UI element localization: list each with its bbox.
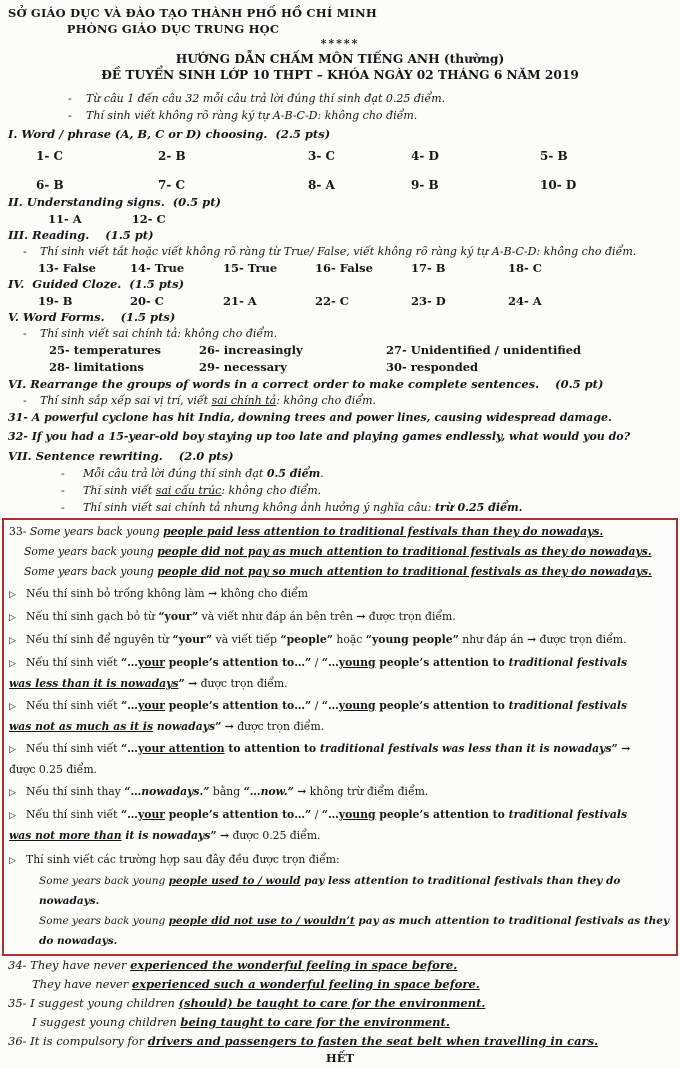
rule-text: Thí sinh viết các trường hợp sau đây đều được trọn điểm:: [26, 853, 340, 866]
rule-text: Nếu thí sinh viết “…your people’s attention to…” / “…young people’s attention to traditional festivals was not as much as it is nowadays” → được trọn điểm.: [9, 699, 628, 733]
answer-cell: 10- D: [540, 178, 577, 192]
dash-bullet-icon: -: [23, 327, 27, 340]
answer-34-alt: They have never experienced such a wonderful feeling in space before.: [32, 977, 480, 991]
dash-bullet-icon: -: [68, 92, 72, 105]
dash-bullet-icon: -: [61, 484, 65, 497]
answer-cell: 1- C: [36, 149, 64, 163]
answer-cell: 5- B: [540, 149, 568, 163]
grading-rule: [9, 696, 672, 737]
answer-cell: 8- A: [308, 178, 335, 192]
rule-text: Nếu thí sinh thay “…nowadays.” bằng “…now.” → không trừ điểm điểm.: [26, 785, 429, 798]
section-2-heading: II. Understanding signs. (0.5 pt): [8, 195, 221, 209]
answers-row: [8, 211, 672, 227]
answer-cell: 14- True: [130, 261, 185, 275]
answer-cell: 28- limitations: [49, 360, 145, 374]
rule-text: Nếu thí sinh gạch bỏ từ “your” và viết như đáp án bên trên → được trọn điểm.: [26, 610, 456, 623]
grading-note: [8, 90, 672, 107]
dash-bullet-icon: -: [23, 394, 27, 407]
grading-rule: [9, 607, 672, 628]
department-line-1: SỞ GIÁO DỤC VÀ ĐÀO TẠO THÀNH PHỐ HỒ CHÍ MINH: [8, 6, 377, 20]
arrow-bullet-icon: ▷: [9, 702, 16, 712]
grading-note: [8, 107, 672, 124]
section-3-heading: III. Reading. (1.5 pt): [8, 228, 154, 242]
note-text: Thí sinh viết không rõ ràng ký tự A-B-C-D: không cho điểm.: [86, 109, 418, 122]
answer-cell: 12- C: [131, 212, 166, 226]
note-text: Thí sinh viết sai chính tả: không cho điểm.: [40, 327, 278, 340]
grading-rule: [9, 584, 672, 605]
dash-bullet-icon: -: [68, 109, 72, 122]
section-4-heading: IV. Guided Cloze. (1.5 pts): [8, 277, 185, 291]
answer-33-main: 33- Some years back young people paid less attention to traditional festivals than they do nowadays.: [9, 525, 604, 538]
answer-cell: 17- B: [411, 261, 446, 275]
answer-31: 31- A powerful cyclone has hit India, downing trees and power lines, causing widespread damage.: [8, 411, 612, 424]
dash-bullet-icon: -: [61, 467, 65, 480]
answer-cell: 25- temperatures: [49, 343, 161, 357]
arrow-bullet-icon: ▷: [9, 856, 16, 866]
grading-note: [8, 482, 672, 499]
question-33-highlight-box: [2, 518, 678, 956]
answer-cell: 26- increasingly: [199, 343, 303, 357]
section-1-heading: I. Word / phrase (A, B, C or D) choosing. (2.5 pts): [8, 127, 331, 141]
divider-stars: *****: [320, 37, 360, 50]
answer-33-alt: Some years back young people did not pay so much attention to traditional festivals as they do nowadays.: [24, 565, 652, 578]
answer-cell: 18- C: [508, 261, 542, 275]
answer-cell: 29- necessary: [199, 360, 287, 374]
section-5-heading: V. Word Forms. (1.5 pts): [8, 310, 176, 324]
note-text: Thí sinh viết sai chính tả nhưng không ảnh hưởng ý nghĩa câu: trừ 0.25 điểm.: [83, 501, 523, 514]
rule-text: Nếu thí sinh để nguyên từ “your” và viết tiếp “people” hoặc “young people” như đáp án → được trọn điểm.: [26, 633, 627, 646]
answer-cell: 11- A: [48, 212, 82, 226]
arrow-bullet-icon: ▷: [9, 811, 16, 821]
answer-cell: 19- B: [38, 294, 73, 308]
dash-bullet-icon: -: [23, 245, 27, 258]
rule-text: Nếu thí sinh viết “…your attention to attention to traditional festivals was less than it is nowadays” → được 0.25 điểm.: [9, 742, 631, 776]
grading-note: [8, 326, 672, 342]
answer-36: 36- It is compulsory for drivers and passengers to fasten the seat belt when travelling in cars.: [8, 1034, 599, 1048]
answers-row: [8, 293, 672, 309]
grading-note: [8, 465, 672, 482]
answer-cell: 21- A: [223, 294, 257, 308]
answer-cell: 2- B: [158, 149, 186, 163]
answer-cell: 6- B: [36, 178, 64, 192]
answer-cell: 4- D: [411, 149, 439, 163]
arrow-bullet-icon: ▷: [9, 659, 16, 669]
full-credit-example: Some years back young people did not use to / wouldn’t pay as much attention to traditional festivals as they do nowadays.: [39, 915, 670, 947]
grading-rule: [9, 782, 672, 803]
arrow-bullet-icon: ▷: [9, 745, 16, 755]
dash-bullet-icon: -: [61, 501, 65, 514]
answer-cell: 3- C: [308, 149, 336, 163]
answer-cell: 15- True: [223, 261, 278, 275]
answer-cell: 30- responded: [386, 360, 479, 374]
department-line-2: PHÒNG GIÁO DỤC TRUNG HỌC: [66, 22, 280, 36]
document-subtitle: ĐỀ TUYỂN SINH LỚP 10 THPT – KHÓA NGÀY 02 THÁNG 6 NĂM 2019: [101, 68, 579, 82]
grading-rule: [9, 739, 672, 780]
grading-note: [8, 499, 672, 516]
note-text: Thí sinh sắp xếp sai vị trí, viết sai chính tả: không cho điểm.: [40, 394, 377, 407]
answers-row: [8, 147, 672, 165]
arrow-bullet-icon: ▷: [9, 590, 16, 600]
answer-35: 35- I suggest young children (should) be taught to care for the environment.: [8, 996, 486, 1010]
answers-row: [8, 342, 672, 359]
document-title: HƯỚNG DẪN CHẤM MÔN TIẾNG ANH (thường): [175, 52, 505, 66]
answers-row: [8, 359, 672, 376]
arrow-bullet-icon: ▷: [9, 613, 16, 623]
answer-cell: 9- B: [411, 178, 439, 192]
answer-34: 34- They have never experienced the wonderful feeling in space before.: [8, 958, 458, 972]
answer-32: 32- If you had a 15-year-old boy staying up too late and playing games endlessly, what would you do?: [8, 430, 631, 443]
note-text: Mỗi câu trả lời đúng thí sinh đạt 0.5 điểm.: [83, 467, 324, 480]
grading-note: [8, 393, 672, 409]
note-text: Thí sinh viết sai cấu trúc: không cho điểm.: [83, 484, 322, 497]
arrow-bullet-icon: ▷: [9, 636, 16, 646]
end-label: HẾT: [325, 1051, 355, 1065]
answer-cell: 22- C: [315, 294, 349, 308]
rule-text: Nếu thí sinh viết “…your people’s attention to…” / “…young people’s attention to traditional festivals was less than it is nowadays” → được trọn điểm.: [9, 656, 628, 690]
note-text: Từ câu 1 đến câu 32 mỗi câu trả lời đúng thí sinh đạt 0.25 điểm.: [86, 92, 446, 105]
answer-35-alt: I suggest young children being taught to care for the environment.: [32, 1015, 450, 1029]
rule-text: Nếu thí sinh viết “…your people’s attention to…” / “…young people’s attention to traditional festivals was not more than it is nowadays” → được 0.25 điểm.: [9, 808, 628, 842]
grading-rule: [9, 805, 672, 846]
answer-cell: 23- D: [411, 294, 446, 308]
answer-cell: 27- Unidentified / unidentified: [386, 343, 582, 357]
note-text: Thí sinh viết tắt hoặc viết không rõ ràng từ True/ False, viết không rõ ràng ký tự A-B-C-D: không cho điểm.: [40, 245, 637, 258]
answer-33-alt: Some years back young people did not pay as much attention to traditional festivals as they do nowadays.: [24, 545, 652, 558]
section-7-heading: VII. Sentence rewriting. (2.0 pts): [8, 449, 234, 463]
grading-rule: [9, 630, 672, 651]
arrow-bullet-icon: ▷: [9, 788, 16, 798]
answer-cell: 16- False: [315, 261, 373, 275]
grading-rule: [9, 653, 672, 694]
section-6-heading: VI. Rearrange the groups of words in a correct order to make complete sentences. (0.5 pt): [8, 377, 604, 391]
answer-cell: 13- False: [38, 261, 96, 275]
answer-cell: 7- C: [158, 178, 186, 192]
answer-cell: 24- A: [508, 294, 542, 308]
grading-note: [8, 244, 672, 260]
full-credit-example: Some years back young people used to / would pay less attention to traditional festivals than they do nowadays.: [39, 875, 621, 907]
answers-row: [8, 260, 672, 276]
answer-cell: 20- C: [130, 294, 164, 308]
grading-rule: [9, 850, 672, 871]
rule-text: Nếu thí sinh bỏ trống không làm → không cho điểm: [26, 587, 309, 600]
answers-row: [8, 176, 672, 194]
